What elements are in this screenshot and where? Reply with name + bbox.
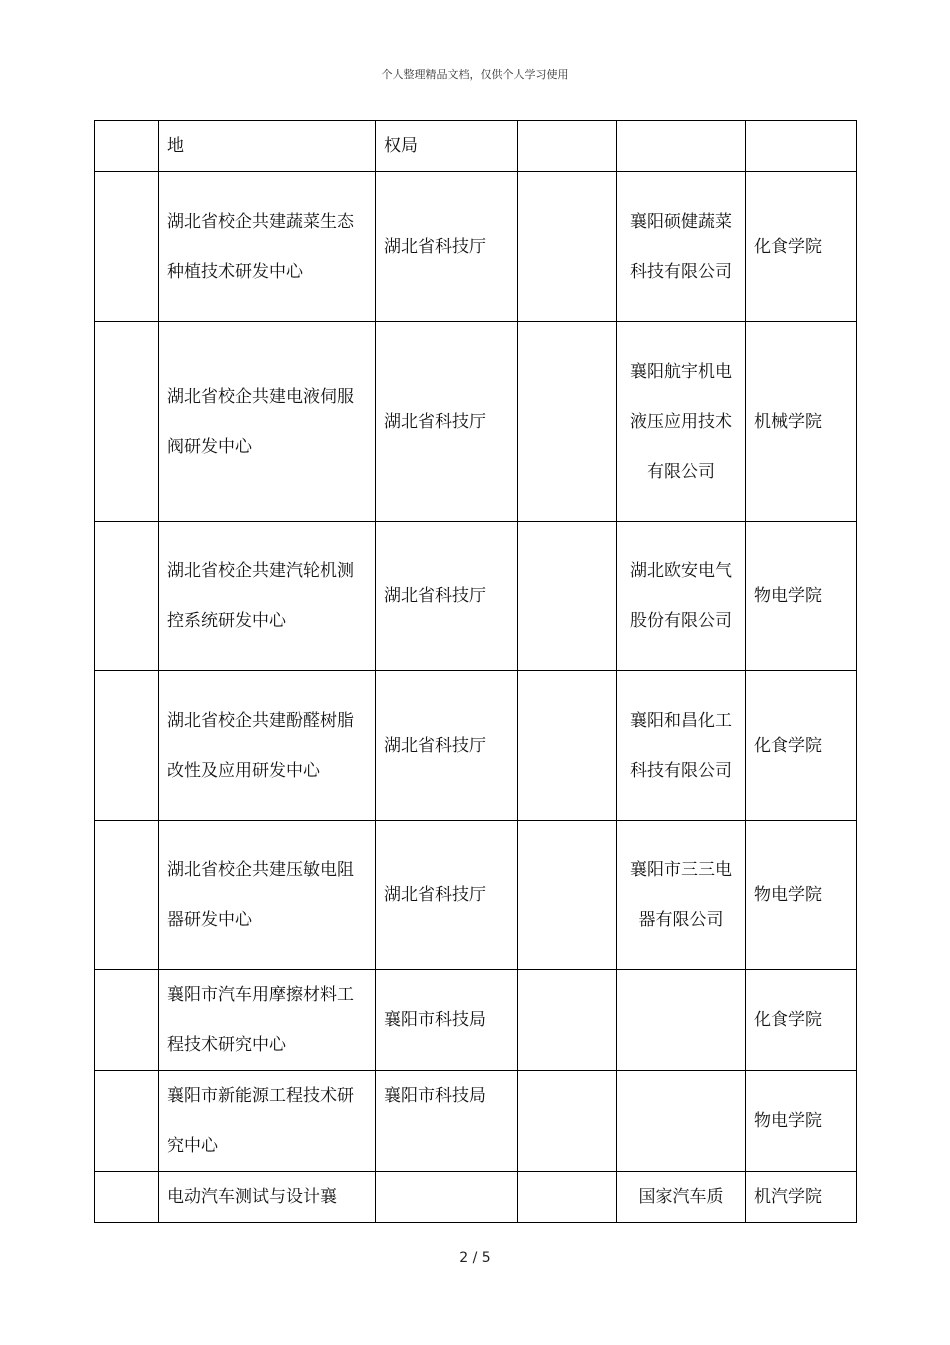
level-cell: [518, 821, 617, 970]
level-cell: [518, 970, 617, 1071]
level-cell: [518, 671, 617, 821]
index-cell: [95, 970, 159, 1071]
center-name-cell: 地: [159, 121, 376, 172]
approving-authority-cell: 权局: [376, 121, 518, 172]
approving-authority-cell: 湖北省科技厅: [376, 821, 518, 970]
approving-authority-cell: 襄阳市科技局: [376, 970, 518, 1071]
center-name-cell: 襄阳市新能源工程技术研究中心: [159, 1071, 376, 1172]
department-cell: 物电学院: [746, 1071, 857, 1172]
table-row: [95, 121, 857, 172]
partner-company-cell: 襄阳和昌化工科技有限公司: [617, 671, 746, 821]
approving-authority-cell: 湖北省科技厅: [376, 322, 518, 522]
table-row: [95, 322, 857, 522]
department-cell: [746, 121, 857, 172]
partner-company-cell: 国家汽车质: [617, 1172, 746, 1223]
partner-company-cell: 襄阳航宇机电液压应用技术有限公司: [617, 322, 746, 522]
index-cell: [95, 121, 159, 172]
approving-authority-cell: 襄阳市科技局: [376, 1071, 518, 1172]
department-cell: 化食学院: [746, 671, 857, 821]
index-cell: [95, 671, 159, 821]
level-cell: [518, 172, 617, 322]
table-row: [95, 821, 857, 970]
partner-company-cell: 湖北欧安电气股份有限公司: [617, 522, 746, 671]
index-cell: [95, 172, 159, 322]
department-cell: 化食学院: [746, 970, 857, 1071]
approving-authority-cell: 湖北省科技厅: [376, 671, 518, 821]
level-cell: [518, 322, 617, 522]
index-cell: [95, 1071, 159, 1172]
partner-company-cell: 襄阳硕健蔬菜科技有限公司: [617, 172, 746, 322]
partner-company-cell: [617, 970, 746, 1071]
table-row: [95, 671, 857, 821]
center-name-cell: 电动汽车测试与设计襄: [159, 1172, 376, 1223]
partner-company-cell: [617, 1071, 746, 1172]
table-row: [95, 1071, 857, 1172]
department-cell: 物电学院: [746, 821, 857, 970]
table-row: [95, 172, 857, 322]
partner-company-cell: 襄阳市三三电器有限公司: [617, 821, 746, 970]
table-row: [95, 522, 857, 671]
index-cell: [95, 1172, 159, 1223]
partner-company-cell: [617, 121, 746, 172]
index-cell: [95, 821, 159, 970]
department-cell: 机械学院: [746, 322, 857, 522]
level-cell: [518, 522, 617, 671]
research-center-table: [94, 120, 857, 1223]
page-header: 个人整理精品文档，仅供个人学习使用: [381, 68, 569, 81]
approving-authority-cell: [376, 1172, 518, 1223]
page-number: 2 / 5: [459, 1250, 491, 1266]
table-row: [95, 1172, 857, 1223]
index-cell: [95, 522, 159, 671]
department-cell: 化食学院: [746, 172, 857, 322]
table-row: [95, 970, 857, 1071]
level-cell: [518, 1172, 617, 1223]
center-name-cell: 湖北省校企共建压敏电阻器研发中心: [159, 821, 376, 970]
center-name-cell: 湖北省校企共建电液伺服阀研发中心: [159, 322, 376, 522]
approving-authority-cell: 湖北省科技厅: [376, 522, 518, 671]
center-name-cell: 湖北省校企共建酚醛树脂改性及应用研发中心: [159, 671, 376, 821]
approving-authority-cell: 湖北省科技厅: [376, 172, 518, 322]
department-cell: 机汽学院: [746, 1172, 857, 1223]
center-name-cell: 襄阳市汽车用摩擦材料工程技术研究中心: [159, 970, 376, 1071]
department-cell: 物电学院: [746, 522, 857, 671]
center-name-cell: 湖北省校企共建蔬菜生态种植技术研发中心: [159, 172, 376, 322]
level-cell: [518, 1071, 617, 1172]
index-cell: [95, 322, 159, 522]
center-name-cell: 湖北省校企共建汽轮机测控系统研发中心: [159, 522, 376, 671]
level-cell: [518, 121, 617, 172]
